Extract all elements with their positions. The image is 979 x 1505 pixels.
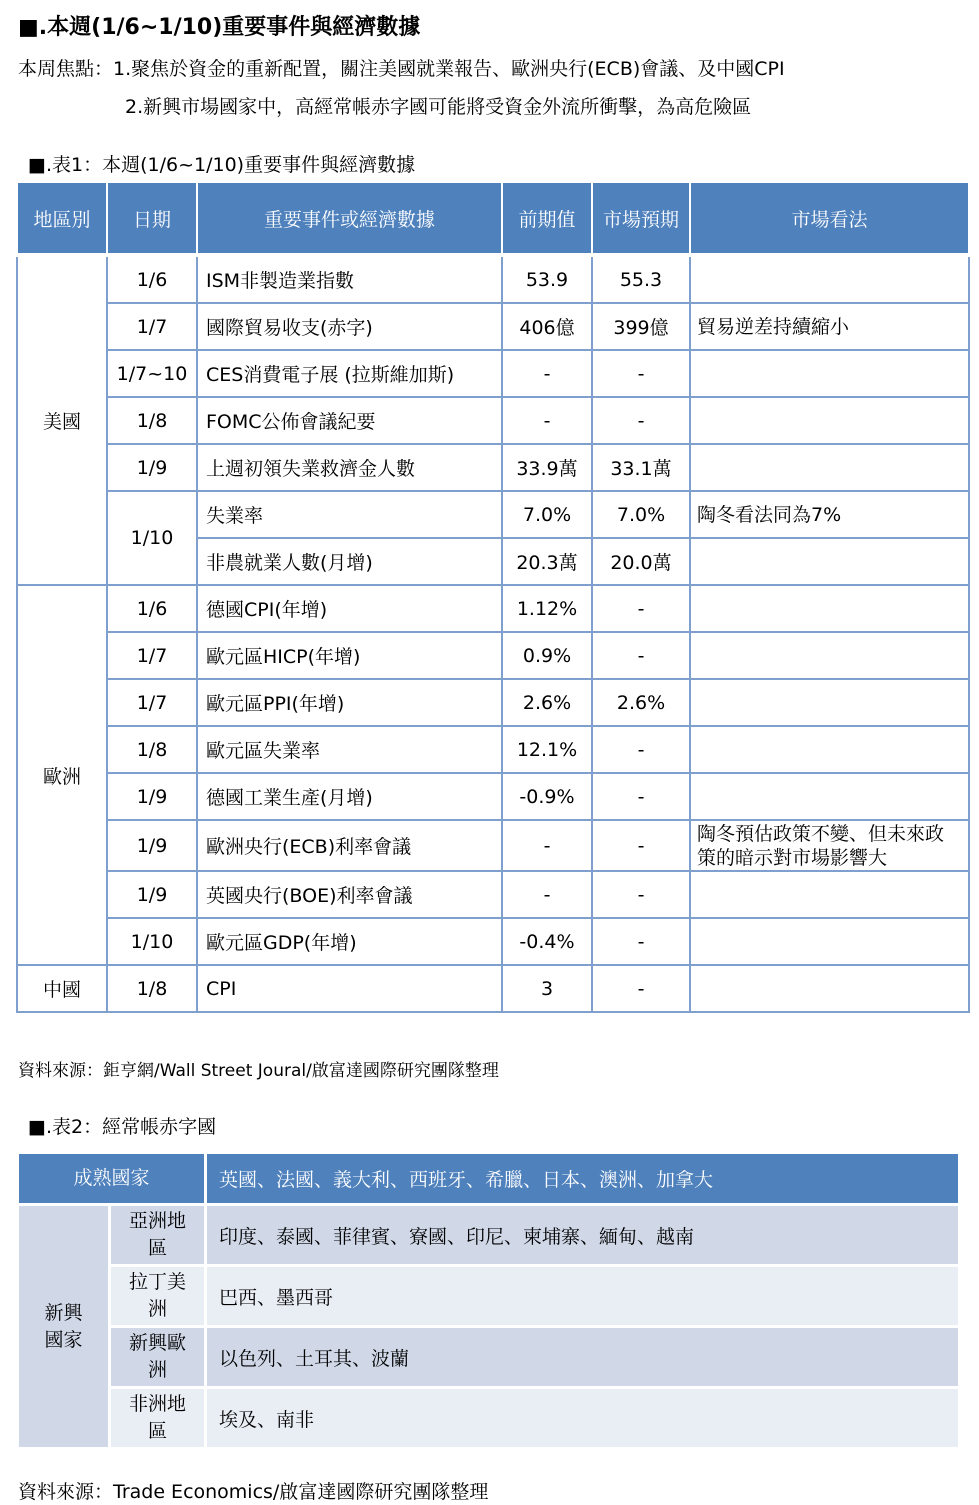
subregion-label: 亞洲地區 [129, 1210, 187, 1259]
previous-cell: -0.4% [502, 918, 592, 965]
expected-cell: 20.0萬 [592, 538, 690, 585]
view-cell: 貿易逆差持續縮小 [690, 303, 969, 350]
event-cell: 德國工業生產(月增) [197, 773, 502, 820]
table-header-row [17, 182, 969, 255]
view-cell [690, 255, 969, 303]
deficit-countries-table [16, 1151, 961, 1450]
view-cell [690, 871, 969, 918]
previous-cell: 0.9% [502, 632, 592, 679]
focus-line-2: 2.新興市場國家中，高經常帳赤字國可能將受資金外流所衝擊，為高危險區 [125, 96, 752, 118]
expected-cell: 2.6% [592, 679, 690, 726]
expected-cell: - [592, 726, 690, 773]
date-cell: 1/7 [107, 679, 197, 726]
subregion-label: 新興歐洲 [129, 1332, 187, 1381]
subregion-cell [110, 1266, 206, 1327]
table-row [17, 350, 969, 397]
table-row [18, 1153, 960, 1205]
previous-cell: - [502, 397, 592, 444]
event-cell: 德國CPI(年增) [197, 585, 502, 632]
view-cell [690, 444, 969, 491]
header-event: 重要事件或經濟數據 [197, 182, 502, 255]
event-cell: 歐元區GDP(年增) [197, 918, 502, 965]
date-cell: 1/6 [107, 585, 197, 632]
date-cell: 1/10 [107, 491, 197, 585]
date-cell: 1/10 [107, 918, 197, 965]
view-cell [690, 965, 969, 1012]
table-row [17, 444, 969, 491]
expected-cell: 399億 [592, 303, 690, 350]
header-expected: 市場預期 [592, 182, 690, 255]
previous-cell: 20.3萬 [502, 538, 592, 585]
previous-cell: -0.9% [502, 773, 592, 820]
view-cell [690, 350, 969, 397]
view-cell [690, 726, 969, 773]
expected-cell: - [592, 585, 690, 632]
table-row [18, 1266, 960, 1327]
table-row [17, 918, 969, 965]
event-cell: 歐元區失業率 [197, 726, 502, 773]
table-row [17, 726, 969, 773]
region-cell: 美國 [17, 255, 107, 585]
view-cell [690, 918, 969, 965]
table-row [17, 491, 969, 538]
expected-cell: 55.3 [592, 255, 690, 303]
date-cell: 1/6 [107, 255, 197, 303]
expected-cell: - [592, 918, 690, 965]
event-cell: 失業率 [197, 491, 502, 538]
date-cell: 1/8 [107, 397, 197, 444]
events-table [16, 181, 970, 1013]
table2-caption: ■.表2：經常帳赤字國 [28, 1116, 217, 1138]
expected-cell: - [592, 871, 690, 918]
expected-cell: - [592, 350, 690, 397]
date-cell: 1/7 [107, 303, 197, 350]
expected-cell: - [592, 965, 690, 1012]
date-cell: 1/9 [107, 871, 197, 918]
page-title: ■.本週(1/6~1/10)重要事件與經濟數據 [18, 15, 421, 40]
header-date: 日期 [107, 182, 197, 255]
expected-cell: 7.0% [592, 491, 690, 538]
countries-cell: 印度、泰國、菲律賓、寮國、印尼、柬埔寨、緬甸、越南 [206, 1205, 960, 1266]
emerging-label-text: 新興國家 [44, 1301, 83, 1351]
header-previous: 前期值 [502, 182, 592, 255]
event-cell: ISM非製造業指數 [197, 255, 502, 303]
event-cell: 非農就業人數(月增) [197, 538, 502, 585]
expected-cell: - [592, 820, 690, 871]
countries-cell: 巴西、墨西哥 [206, 1266, 960, 1327]
view-cell: 陶冬預估政策不變、但未來政策的暗示對市場影響大 [690, 820, 969, 871]
previous-cell: 7.0% [502, 491, 592, 538]
table1-caption: ■.表1：本週(1/6~1/10)重要事件與經濟數據 [28, 154, 416, 176]
mature-countries: 英國、法國、義大利、西班牙、希臘、日本、澳洲、加拿大 [206, 1153, 960, 1205]
event-cell: CPI [197, 965, 502, 1012]
view-cell [690, 538, 969, 585]
countries-cell: 埃及、南非 [206, 1388, 960, 1449]
countries-cell: 以色列、土耳其、波蘭 [206, 1327, 960, 1388]
previous-cell: - [502, 871, 592, 918]
expected-cell: - [592, 397, 690, 444]
view-cell [690, 397, 969, 444]
table1-source: 資料來源：鉅亨網/Wall Street Joural/啟富達國際研究團隊整理 [18, 1061, 499, 1081]
previous-cell: - [502, 820, 592, 871]
table-row [17, 871, 969, 918]
emerging-label [18, 1205, 110, 1449]
table-row [17, 303, 969, 350]
focus-line-1: 本周焦點：1.聚焦於資金的重新配置，關注美國就業報告、歐洲央行(ECB)會議、及中國CPI [18, 58, 785, 80]
expected-cell: - [592, 632, 690, 679]
table-row [17, 397, 969, 444]
previous-cell: 1.12% [502, 585, 592, 632]
region-cell: 歐洲 [17, 585, 107, 965]
expected-cell: 33.1萬 [592, 444, 690, 491]
view-cell [690, 773, 969, 820]
event-cell: 國際貿易收支(赤字) [197, 303, 502, 350]
event-cell: CES消費電子展 (拉斯維加斯) [197, 350, 502, 397]
table-row [18, 1388, 960, 1449]
view-cell [690, 585, 969, 632]
previous-cell: 33.9萬 [502, 444, 592, 491]
subregion-label: 非洲地區 [129, 1393, 187, 1442]
date-cell: 1/9 [107, 820, 197, 871]
view-cell [690, 632, 969, 679]
subregion-cell [110, 1327, 206, 1388]
previous-cell: 12.1% [502, 726, 592, 773]
event-cell: 歐元區PPI(年增) [197, 679, 502, 726]
previous-cell: 406億 [502, 303, 592, 350]
previous-cell: 53.9 [502, 255, 592, 303]
table2-source: 資料來源：Trade Economics/啟富達國際研究團隊整理 [18, 1481, 489, 1503]
table-row [17, 679, 969, 726]
event-cell: 歐洲央行(ECB)利率會議 [197, 820, 502, 871]
subregion-cell [110, 1388, 206, 1449]
previous-cell: - [502, 350, 592, 397]
table-row [18, 1205, 960, 1266]
date-cell: 1/9 [107, 444, 197, 491]
table-row [18, 1327, 960, 1388]
date-cell: 1/8 [107, 726, 197, 773]
subregion-cell [110, 1205, 206, 1266]
table-row [17, 632, 969, 679]
previous-cell: 2.6% [502, 679, 592, 726]
view-cell: 陶冬看法同為7% [690, 491, 969, 538]
header-region: 地區別 [17, 182, 107, 255]
expected-cell: - [592, 773, 690, 820]
event-cell: 英國央行(BOE)利率會議 [197, 871, 502, 918]
mature-label: 成熟國家 [18, 1153, 206, 1205]
table-row [17, 773, 969, 820]
table-row [17, 255, 969, 303]
date-cell: 1/8 [107, 965, 197, 1012]
view-cell [690, 679, 969, 726]
header-view: 市場看法 [690, 182, 969, 255]
table-row [17, 820, 969, 871]
previous-cell: 3 [502, 965, 592, 1012]
region-cell: 中國 [17, 965, 107, 1012]
date-cell: 1/9 [107, 773, 197, 820]
date-cell: 1/7~10 [107, 350, 197, 397]
date-cell: 1/7 [107, 632, 197, 679]
subregion-label: 拉丁美洲 [129, 1271, 187, 1320]
table-row [17, 965, 969, 1012]
table-row [17, 585, 969, 632]
event-cell: 上週初領失業救濟金人數 [197, 444, 502, 491]
event-cell: FOMC公佈會議紀要 [197, 397, 502, 444]
event-cell: 歐元區HICP(年增) [197, 632, 502, 679]
